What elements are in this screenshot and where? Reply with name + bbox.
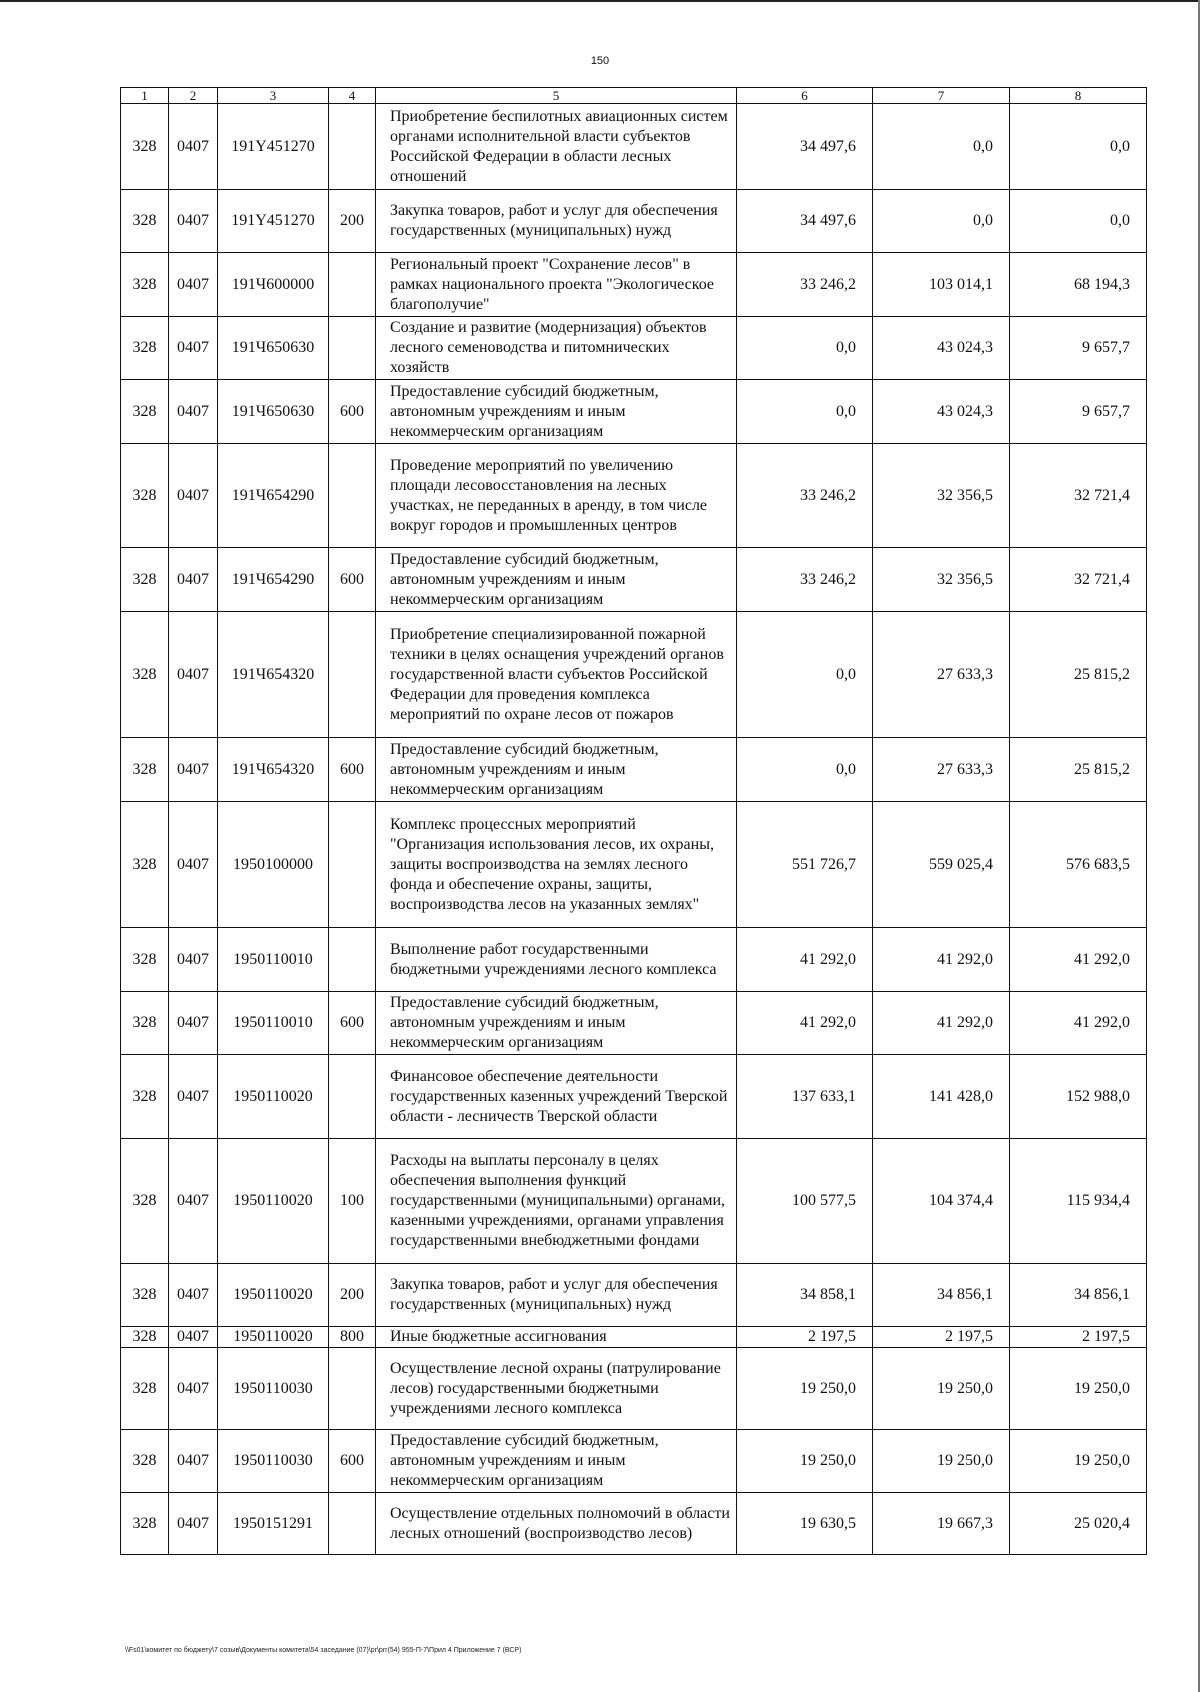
section-code-cell: 0407 <box>169 1327 218 1348</box>
section-code-cell: 0407 <box>169 1055 218 1139</box>
description-cell: Осуществление лесной охраны (патрулирование лесов) государственными бюджетными учреждениями лесного комплекса <box>376 1348 737 1430</box>
target-article-cell: 1950110020 <box>218 1055 329 1139</box>
admin-code-cell: 328 <box>121 444 169 548</box>
section-code-cell: 0407 <box>169 444 218 548</box>
target-article-cell: 191Ч654320 <box>218 738 329 802</box>
admin-code-cell: 328 <box>121 104 169 190</box>
section-code-cell: 0407 <box>169 1139 218 1264</box>
expense-type-cell: 600 <box>329 992 376 1055</box>
amount-col8-cell: 41 292,0 <box>1010 992 1147 1055</box>
expense-type-cell: 800 <box>329 1327 376 1348</box>
table-row <box>121 1430 1147 1493</box>
description-cell: Предоставление субсидий бюджетным, автономным учреждениям и иным некоммерческим организациям <box>376 1430 737 1493</box>
amount-col6-cell: 33 246,2 <box>737 253 873 317</box>
description-cell: Расходы на выплаты персоналу в целях обеспечения выполнения функций государственными (муниципальными) органами, казенными учреждениями, органами управления государственными внебюджетными фондами <box>376 1139 737 1264</box>
column-header: 4 <box>329 88 376 104</box>
amount-col8-cell: 19 250,0 <box>1010 1348 1147 1430</box>
admin-code-cell: 328 <box>121 1264 169 1327</box>
amount-col7-cell: 2 197,5 <box>873 1327 1010 1348</box>
admin-code-cell: 328 <box>121 317 169 380</box>
table-body <box>121 104 1147 1555</box>
expense-type-cell: 600 <box>329 380 376 444</box>
target-article-cell: 1950110020 <box>218 1264 329 1327</box>
amount-col6-cell: 100 577,5 <box>737 1139 873 1264</box>
amount-col8-cell: 9 657,7 <box>1010 380 1147 444</box>
expense-type-cell: 200 <box>329 1264 376 1327</box>
admin-code-cell: 328 <box>121 1139 169 1264</box>
table-row <box>121 802 1147 928</box>
target-article-cell: 1950110010 <box>218 992 329 1055</box>
amount-col7-cell: 32 356,5 <box>873 444 1010 548</box>
amount-col6-cell: 2 197,5 <box>737 1327 873 1348</box>
description-cell: Предоставление субсидий бюджетным, автономным учреждениям и иным некоммерческим организациям <box>376 380 737 444</box>
description-cell: Комплекс процессных мероприятий "Организация использования лесов, их охраны, защиты воспроизводства на землях лесного фонда и обеспечение охраны, защиты, воспроизводства лесов на указанных землях" <box>376 802 737 928</box>
amount-col7-cell: 0,0 <box>873 190 1010 253</box>
description-cell: Предоставление субсидий бюджетным, автономным учреждениям и иным некоммерческим организациям <box>376 992 737 1055</box>
target-article-cell: 191Y451270 <box>218 190 329 253</box>
amount-col6-cell: 551 726,7 <box>737 802 873 928</box>
description-cell: Проведение мероприятий по увеличению площади лесовосстановления на лесных участках, не переданных в аренду, в том числе вокруг городов и промышленных центров <box>376 444 737 548</box>
admin-code-cell: 328 <box>121 1055 169 1139</box>
amount-col6-cell: 41 292,0 <box>737 928 873 992</box>
column-header: 6 <box>737 88 873 104</box>
amount-col8-cell: 0,0 <box>1010 190 1147 253</box>
section-code-cell: 0407 <box>169 253 218 317</box>
table-row <box>121 1327 1147 1348</box>
amount-col8-cell: 25 815,2 <box>1010 612 1147 738</box>
expense-type-cell <box>329 1348 376 1430</box>
amount-col7-cell: 141 428,0 <box>873 1055 1010 1139</box>
description-cell: Создание и развитие (модернизация) объектов лесного семеноводства и питомнических хозяйств <box>376 317 737 380</box>
amount-col8-cell: 25 020,4 <box>1010 1493 1147 1555</box>
section-code-cell: 0407 <box>169 317 218 380</box>
admin-code-cell: 328 <box>121 190 169 253</box>
target-article-cell: 1950110020 <box>218 1139 329 1264</box>
amount-col6-cell: 0,0 <box>737 380 873 444</box>
target-article-cell: 1950110030 <box>218 1348 329 1430</box>
column-header: 5 <box>376 88 737 104</box>
amount-col8-cell: 115 934,4 <box>1010 1139 1147 1264</box>
expense-type-cell <box>329 104 376 190</box>
section-code-cell: 0407 <box>169 802 218 928</box>
amount-col6-cell: 33 246,2 <box>737 444 873 548</box>
amount-col8-cell: 34 856,1 <box>1010 1264 1147 1327</box>
table-row <box>121 253 1147 317</box>
amount-col6-cell: 41 292,0 <box>737 992 873 1055</box>
admin-code-cell: 328 <box>121 612 169 738</box>
target-article-cell: 1950151291 <box>218 1493 329 1555</box>
amount-col8-cell: 0,0 <box>1010 104 1147 190</box>
amount-col7-cell: 19 250,0 <box>873 1348 1010 1430</box>
column-header: 1 <box>121 88 169 104</box>
amount-col7-cell: 559 025,4 <box>873 802 1010 928</box>
target-article-cell: 191Ч654320 <box>218 612 329 738</box>
table-row <box>121 444 1147 548</box>
amount-col8-cell: 32 721,4 <box>1010 444 1147 548</box>
target-article-cell: 191Ч650630 <box>218 317 329 380</box>
expense-type-cell <box>329 612 376 738</box>
amount-col8-cell: 32 721,4 <box>1010 548 1147 612</box>
amount-col6-cell: 19 250,0 <box>737 1348 873 1430</box>
admin-code-cell: 328 <box>121 992 169 1055</box>
amount-col6-cell: 34 497,6 <box>737 190 873 253</box>
table-row <box>121 738 1147 802</box>
description-cell: Финансовое обеспечение деятельности государственных казенных учреждений Тверской области - лесничеств Тверской области <box>376 1055 737 1139</box>
amount-col6-cell: 0,0 <box>737 612 873 738</box>
table-row <box>121 104 1147 190</box>
budget-table <box>120 87 1147 1555</box>
page-number: 150 <box>590 55 610 67</box>
amount-col6-cell: 33 246,2 <box>737 548 873 612</box>
amount-col7-cell: 27 633,3 <box>873 738 1010 802</box>
amount-col6-cell: 19 630,5 <box>737 1493 873 1555</box>
amount-col8-cell: 152 988,0 <box>1010 1055 1147 1139</box>
admin-code-cell: 328 <box>121 380 169 444</box>
target-article-cell: 191Ч650630 <box>218 380 329 444</box>
table-row <box>121 992 1147 1055</box>
admin-code-cell: 328 <box>121 1430 169 1493</box>
expense-type-cell: 200 <box>329 190 376 253</box>
table-row <box>121 317 1147 380</box>
description-cell: Приобретение беспилотных авиационных систем органами исполнительной власти субъектов Российской Федерации в области лесных отношений <box>376 104 737 190</box>
amount-col8-cell: 576 683,5 <box>1010 802 1147 928</box>
expense-type-cell: 600 <box>329 548 376 612</box>
amount-col7-cell: 41 292,0 <box>873 992 1010 1055</box>
amount-col8-cell: 19 250,0 <box>1010 1430 1147 1493</box>
table-row <box>121 928 1147 992</box>
table-row <box>121 1493 1147 1555</box>
amount-col7-cell: 19 250,0 <box>873 1430 1010 1493</box>
expense-type-cell: 600 <box>329 1430 376 1493</box>
amount-col6-cell: 19 250,0 <box>737 1430 873 1493</box>
amount-col6-cell: 34 497,6 <box>737 104 873 190</box>
description-cell: Осуществление отдельных полномочий в области лесных отношений (воспроизводство лесов) <box>376 1493 737 1555</box>
column-header: 7 <box>873 88 1010 104</box>
section-code-cell: 0407 <box>169 190 218 253</box>
section-code-cell: 0407 <box>169 1264 218 1327</box>
section-code-cell: 0407 <box>169 992 218 1055</box>
expense-type-cell <box>329 928 376 992</box>
section-code-cell: 0407 <box>169 738 218 802</box>
admin-code-cell: 328 <box>121 1327 169 1348</box>
amount-col6-cell: 137 633,1 <box>737 1055 873 1139</box>
amount-col8-cell: 68 194,3 <box>1010 253 1147 317</box>
amount-col7-cell: 43 024,3 <box>873 380 1010 444</box>
amount-col8-cell: 25 815,2 <box>1010 738 1147 802</box>
admin-code-cell: 328 <box>121 802 169 928</box>
page-frame-top <box>0 0 1200 2</box>
file-path-footer: \\Fs01\комитет по бюджету\7 созыв\Документы комитета\54 заседание (07)\pr\prr(54) 955-П-7\Прил 4 Приложение 7 (ВСР) <box>125 1647 522 1654</box>
expense-type-cell <box>329 1055 376 1139</box>
expense-type-cell <box>329 317 376 380</box>
column-header: 2 <box>169 88 218 104</box>
expense-type-cell <box>329 253 376 317</box>
amount-col7-cell: 43 024,3 <box>873 317 1010 380</box>
amount-col7-cell: 104 374,4 <box>873 1139 1010 1264</box>
column-header: 3 <box>218 88 329 104</box>
section-code-cell: 0407 <box>169 612 218 738</box>
amount-col8-cell: 2 197,5 <box>1010 1327 1147 1348</box>
admin-code-cell: 328 <box>121 1493 169 1555</box>
section-code-cell: 0407 <box>169 1430 218 1493</box>
description-cell: Закупка товаров, работ и услуг для обеспечения государственных (муниципальных) нужд <box>376 1264 737 1327</box>
amount-col7-cell: 34 856,1 <box>873 1264 1010 1327</box>
description-cell: Закупка товаров, работ и услуг для обеспечения государственных (муниципальных) нужд <box>376 190 737 253</box>
table-row <box>121 1264 1147 1327</box>
table-row <box>121 380 1147 444</box>
amount-col6-cell: 34 858,1 <box>737 1264 873 1327</box>
amount-col6-cell: 0,0 <box>737 738 873 802</box>
target-article-cell: 1950110020 <box>218 1327 329 1348</box>
amount-col8-cell: 41 292,0 <box>1010 928 1147 992</box>
section-code-cell: 0407 <box>169 380 218 444</box>
section-code-cell: 0407 <box>169 1348 218 1430</box>
section-code-cell: 0407 <box>169 928 218 992</box>
target-article-cell: 191Ч600000 <box>218 253 329 317</box>
table-row <box>121 190 1147 253</box>
amount-col7-cell: 27 633,3 <box>873 612 1010 738</box>
amount-col6-cell: 0,0 <box>737 317 873 380</box>
expense-type-cell <box>329 444 376 548</box>
amount-col8-cell: 9 657,7 <box>1010 317 1147 380</box>
table-row <box>121 612 1147 738</box>
table-row <box>121 1139 1147 1264</box>
description-cell: Выполнение работ государственными бюджетными учреждениями лесного комплекса <box>376 928 737 992</box>
section-code-cell: 0407 <box>169 104 218 190</box>
table-row <box>121 1055 1147 1139</box>
admin-code-cell: 328 <box>121 738 169 802</box>
expense-type-cell <box>329 802 376 928</box>
admin-code-cell: 328 <box>121 1348 169 1430</box>
target-article-cell: 191Y451270 <box>218 104 329 190</box>
description-cell: Приобретение специализированной пожарной техники в целях оснащения учреждений органов государственной власти субъектов Российской Федерации для проведения комплекса мероприятий по охране лесов от пожаров <box>376 612 737 738</box>
expense-type-cell: 600 <box>329 738 376 802</box>
amount-col7-cell: 32 356,5 <box>873 548 1010 612</box>
target-article-cell: 1950100000 <box>218 802 329 928</box>
admin-code-cell: 328 <box>121 928 169 992</box>
target-article-cell: 191Ч654290 <box>218 444 329 548</box>
table-row <box>121 1348 1147 1430</box>
expense-type-cell: 100 <box>329 1139 376 1264</box>
amount-col7-cell: 19 667,3 <box>873 1493 1010 1555</box>
section-code-cell: 0407 <box>169 548 218 612</box>
target-article-cell: 1950110010 <box>218 928 329 992</box>
description-cell: Предоставление субсидий бюджетным, автономным учреждениям и иным некоммерческим организациям <box>376 548 737 612</box>
admin-code-cell: 328 <box>121 548 169 612</box>
admin-code-cell: 328 <box>121 253 169 317</box>
expense-type-cell <box>329 1493 376 1555</box>
header-row <box>121 88 1147 104</box>
column-header: 8 <box>1010 88 1147 104</box>
target-article-cell: 191Ч654290 <box>218 548 329 612</box>
target-article-cell: 1950110030 <box>218 1430 329 1493</box>
amount-col7-cell: 41 292,0 <box>873 928 1010 992</box>
description-cell: Предоставление субсидий бюджетным, автономным учреждениям и иным некоммерческим организациям <box>376 738 737 802</box>
amount-col7-cell: 103 014,1 <box>873 253 1010 317</box>
description-cell: Региональный проект "Сохранение лесов" в рамках национального проекта "Экологическое благополучие" <box>376 253 737 317</box>
amount-col7-cell: 0,0 <box>873 104 1010 190</box>
description-cell: Иные бюджетные ассигнования <box>376 1327 737 1348</box>
table-row <box>121 548 1147 612</box>
section-code-cell: 0407 <box>169 1493 218 1555</box>
